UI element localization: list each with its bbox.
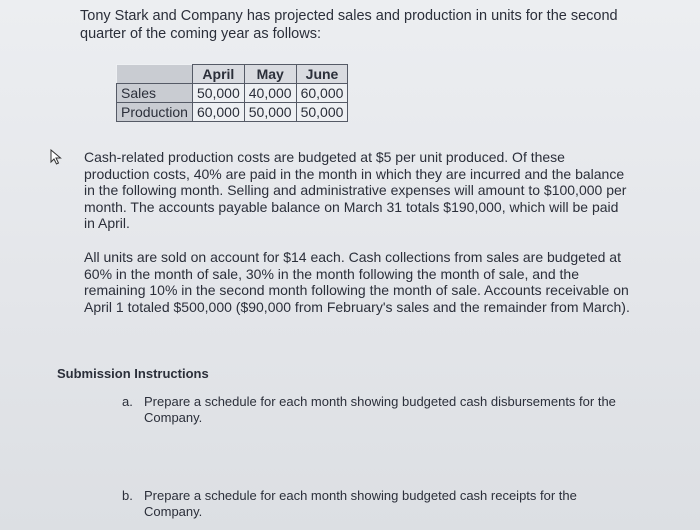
table-header-row: [117, 65, 348, 84]
table-header-june: June: [296, 65, 348, 84]
table-row-sales: [117, 84, 348, 103]
sales-production-table: [116, 64, 348, 122]
table-header-may: May: [244, 65, 296, 84]
table-header-april: April: [192, 65, 244, 84]
production-april: 60,000: [192, 103, 244, 122]
table-corner-cell: [117, 65, 193, 84]
instruction-text: Prepare a schedule for each month showing budgeted cash receipts for the Company.: [144, 488, 577, 519]
instruction-letter: a.: [122, 394, 133, 409]
instruction-item-b: [122, 488, 632, 520]
instruction-item-a: [122, 394, 632, 426]
instruction-text: Prepare a schedule for each month showing budgeted cash disbursements for the Company.: [144, 394, 616, 425]
intro-text: Tony Stark and Company has projected sales and production in units for the second quarter of the coming year as follows:: [80, 8, 618, 42]
row-label-sales: Sales: [117, 84, 193, 103]
table-row-production: [117, 103, 348, 122]
submission-instructions-title: Submission Instructions: [57, 366, 209, 381]
instruction-letter: b.: [122, 488, 133, 503]
sales-collection-paragraph: All units are sold on account for $14 each. Cash collections from sales are budgeted at 60% in the month of sale, 30% in the month following the month of sale, and the remaining 10% in the second month following the month of sale. Accounts receivable on April 1 totaled $500,000 ($90,000 from February's sales and the remainder from March).: [84, 249, 630, 315]
sales-june: 60,000: [296, 84, 348, 103]
mouse-pointer-icon: [50, 149, 62, 165]
production-may: 50,000: [244, 103, 296, 122]
sales-may: 40,000: [244, 84, 296, 103]
production-june: 50,000: [296, 103, 348, 122]
row-label-production: Production: [117, 103, 193, 122]
production-cost-paragraph: Cash-related production costs are budgeted at $5 per unit produced. Of these production costs, 40% are paid in the month in which they are incurred and the balance in the following month. Selling and administrative expenses will amount to $100,000 per month. The accounts payable balance on March 31 totals $190,000, which will be paid in April.: [84, 149, 627, 231]
sales-april: 50,000: [192, 84, 244, 103]
